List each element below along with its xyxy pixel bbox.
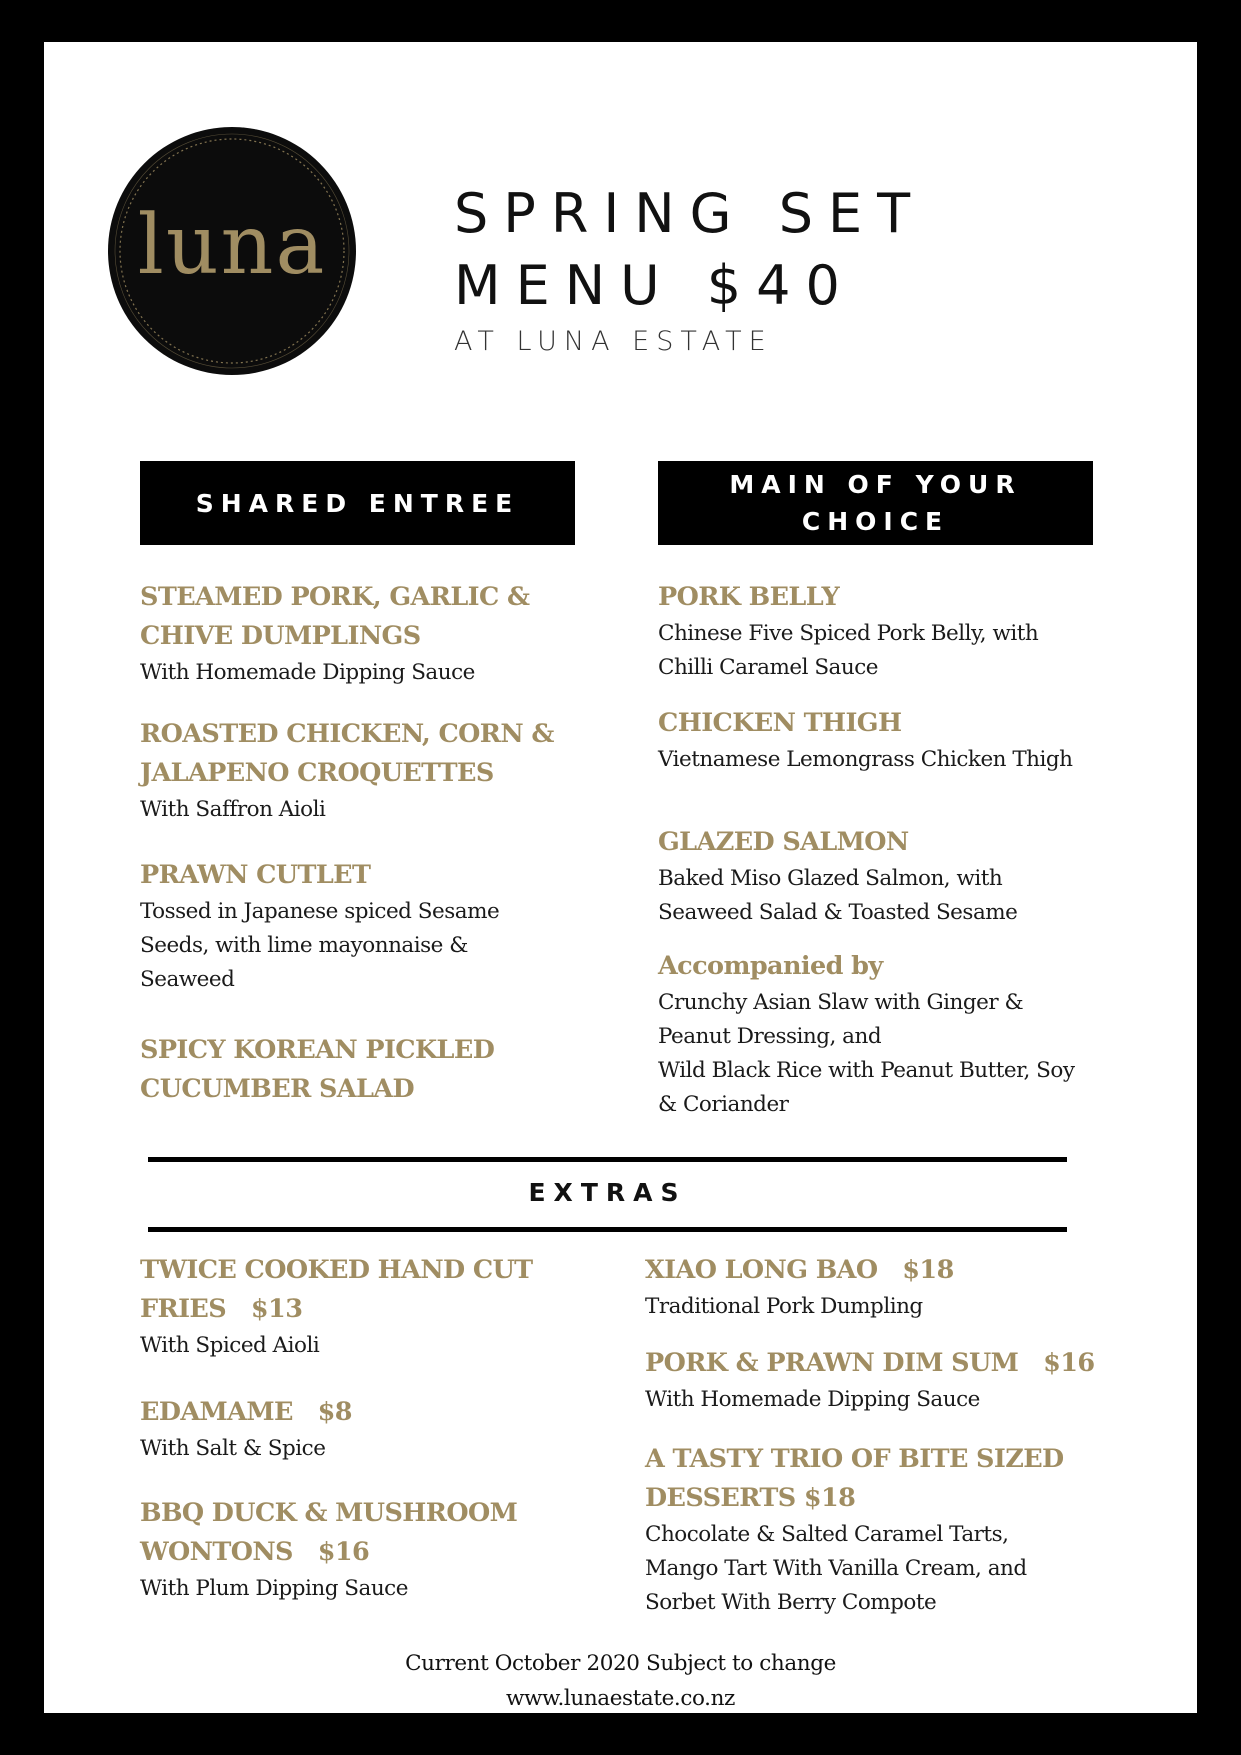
extras-item-name: BBQ DUCK & MUSHROOM WONTONS $16	[140, 1498, 526, 1567]
main-item-desc: Baked Miso Glazed Salmon, with Seaweed Salad & Toasted Sesame	[658, 866, 1018, 925]
entree-item-name: ROASTED CHICKEN, CORN & JALAPENO CROQUETTES	[140, 719, 554, 788]
entree-heading: SHARED ENTREE	[140, 461, 575, 545]
extras-item-name: PORK & PRAWN DIM SUM $16	[645, 1348, 1095, 1378]
entree-item	[140, 715, 570, 827]
logo-wordmark: luna	[137, 198, 327, 293]
main-item	[658, 947, 1093, 1122]
extras-item-desc: With Homemade Dipping Sauce	[645, 1387, 980, 1412]
entree-item-desc: With Homemade Dipping Sauce	[140, 660, 475, 685]
extras-item-desc: With Salt & Spice	[140, 1436, 326, 1461]
main-item-name: CHICKEN THIGH	[658, 708, 902, 738]
main-item-desc: Vietnamese Lemongrass Chicken Thigh	[658, 747, 1073, 772]
menu-title-line-1: SPRING SET	[454, 182, 926, 245]
extras-item	[645, 1440, 1085, 1620]
extras-item-name: EDAMAME $8	[140, 1397, 352, 1427]
extras-item-name: A TASTY TRIO OF BITE SIZED DESSERTS $18	[645, 1444, 1064, 1513]
entree-item	[140, 856, 560, 997]
menu-subtitle: AT LUNA ESTATE	[454, 326, 773, 357]
main-item	[658, 823, 1078, 930]
extras-heading: EXTRAS	[528, 1178, 687, 1207]
extras-item	[140, 1494, 560, 1606]
main-item-desc: Wild Black Rice with Peanut Butter, Soy & Coriander	[658, 1058, 1075, 1117]
extras-item	[140, 1251, 560, 1363]
entree-item-name: STEAMED PORK, GARLIC & CHIVE DUMPLINGS	[140, 582, 530, 651]
extras-item	[140, 1393, 560, 1466]
main-item-name: GLAZED SALMON	[658, 827, 909, 857]
entree-item-desc: Tossed in Japanese spiced Sesame Seeds, with lime mayonnaise & Seaweed	[140, 899, 500, 992]
extras-item-desc: With Spiced Aioli	[140, 1333, 320, 1358]
menu-title-line-2: MENU $40	[454, 254, 855, 317]
extras-item	[645, 1344, 1095, 1417]
extras-item-desc: Traditional Pork Dumpling	[645, 1294, 923, 1319]
entree-item-name: SPICY KOREAN PICKLED CUCUMBER SALAD	[140, 1035, 495, 1104]
entree-item-name: PRAWN CUTLET	[140, 860, 371, 890]
entree-item	[140, 1031, 560, 1109]
extras-item-desc: Chocolate & Salted Caramel Tarts, Mango Tart With Vanilla Cream, and Sorbet With Berry Compote	[645, 1522, 1027, 1615]
extras-top-rule	[148, 1157, 1067, 1162]
main-item-name: PORK BELLY	[658, 582, 840, 612]
main-item	[658, 578, 1093, 685]
extras-item-name: XIAO LONG BAO $18	[645, 1255, 954, 1285]
main-heading: MAIN OF YOUR CHOICE	[658, 461, 1093, 545]
title-block	[454, 178, 925, 357]
main-item	[658, 704, 1078, 777]
extras-item-desc: With Plum Dipping Sauce	[140, 1576, 408, 1601]
footer-website[interactable]: www.lunaestate.co.nz	[506, 1686, 735, 1711]
entree-item-desc: With Saffron Aioli	[140, 797, 326, 822]
extras-item	[645, 1251, 1095, 1324]
extras-item-name: TWICE COOKED HAND CUT FRIES $13	[140, 1255, 541, 1324]
main-item-desc: Chinese Five Spiced Pork Belly, with Chilli Caramel Sauce	[658, 621, 1039, 680]
footer-note: Current October 2020 Subject to change	[405, 1651, 836, 1676]
main-item-name: Accompanied by	[658, 951, 883, 981]
main-item-desc: Crunchy Asian Slaw with Ginger & Peanut Dressing, and	[658, 990, 1024, 1049]
extras-bottom-rule	[148, 1227, 1067, 1232]
luna-logo	[106, 125, 358, 377]
entree-item	[140, 578, 570, 690]
